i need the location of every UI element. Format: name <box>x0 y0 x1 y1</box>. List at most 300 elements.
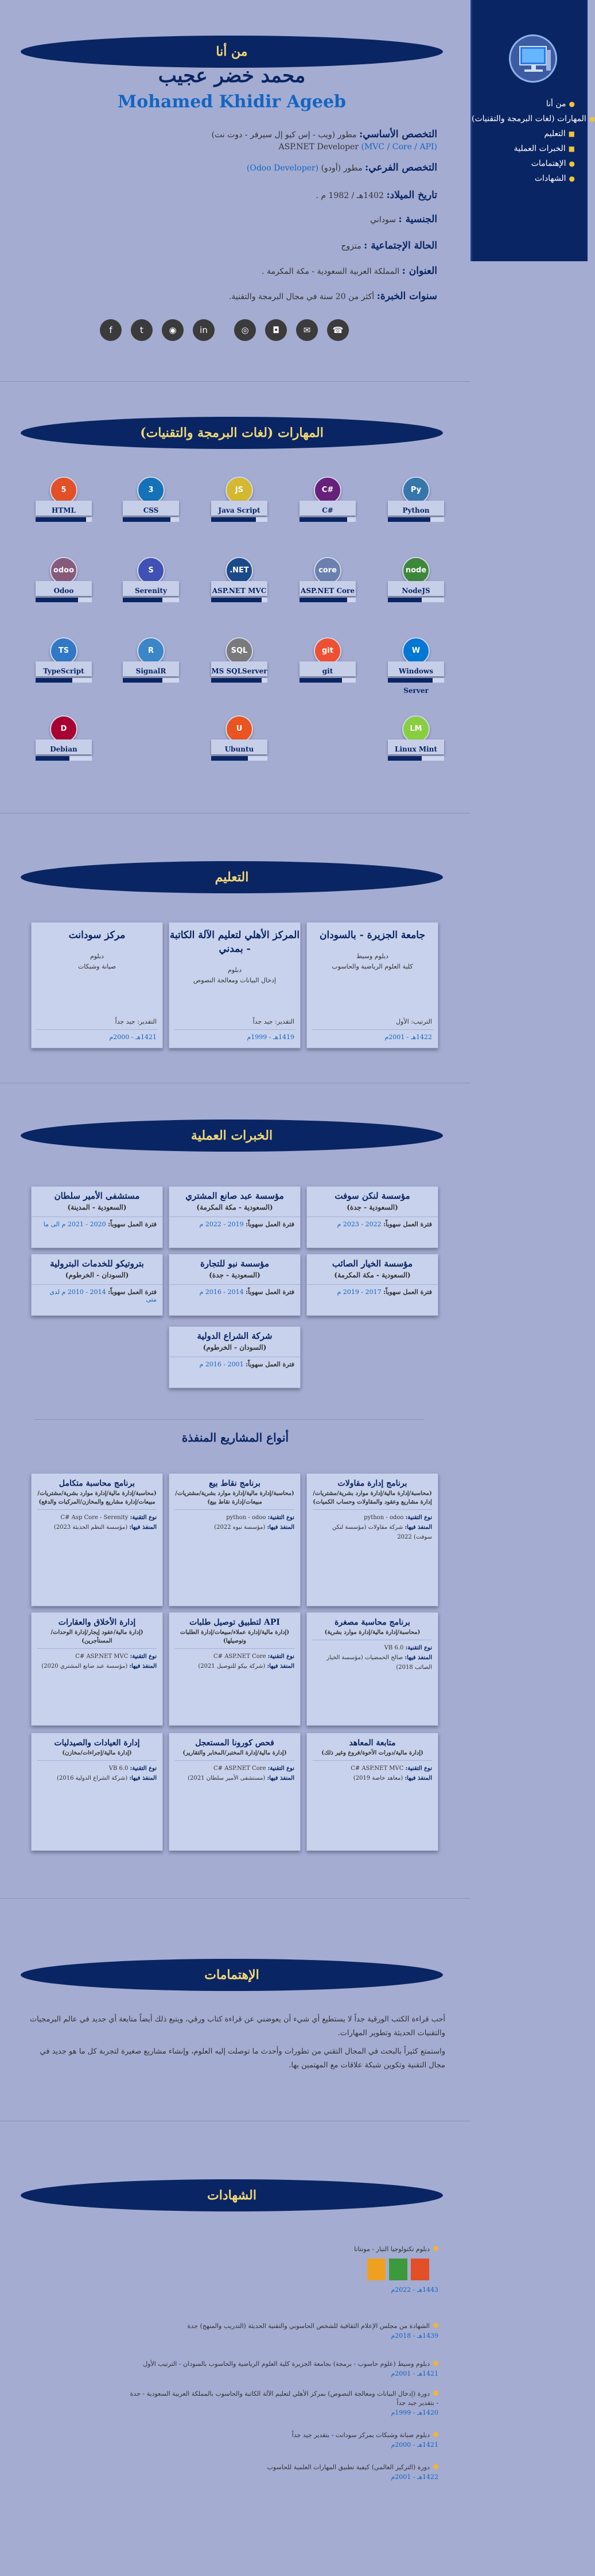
bullet-icon <box>433 2323 438 2328</box>
skill-logo-icon: LM <box>402 715 430 743</box>
skill-label: ASP.NET Core <box>300 581 356 596</box>
skill-item <box>296 557 359 609</box>
project-impl-value: (مستشفى الأمير سلطان 2021) <box>188 1775 266 1781</box>
project-scope: (محاسبة/إدارة مالية/إدارة موارد بشرية/مشتريات/مبيعات/إدارة نقاط بيع) <box>175 1490 294 1505</box>
experience-section-title: الخبرات العملية <box>21 1120 443 1152</box>
education-field: صيانة وشبكات <box>77 963 116 970</box>
skill-label: Debian <box>36 739 92 754</box>
job-period <box>169 1284 300 1296</box>
project-impl <box>37 1773 157 1783</box>
project-tech-label: نوع التقنية: <box>130 1653 157 1660</box>
project-card <box>306 1473 438 1606</box>
skill-progress-bar <box>36 517 92 522</box>
project-card <box>31 1612 163 1726</box>
sub-specialty-row <box>93 162 437 173</box>
certificate-label: الشهادة من مجلس الإعلام الثقافية للشخص الحاسوبي والتقنية الحديثة (التدريب والمنهج) جدة <box>187 2322 430 2330</box>
skill-item <box>296 637 359 689</box>
css3-badge-icon <box>389 2259 407 2280</box>
skill-logo-icon: W <box>402 637 430 665</box>
certificate-text <box>129 2322 438 2331</box>
twitter-icon[interactable]: t <box>131 319 153 341</box>
project-impl-label: المنفذ فيها: <box>129 1524 157 1531</box>
bullet-icon <box>433 2464 438 2469</box>
github-icon[interactable]: ◉ <box>162 319 184 341</box>
address-value: المملكة العربية السعودية - مكة المكرمة . <box>262 267 400 276</box>
experience-years-row <box>93 290 437 302</box>
certificate-text <box>129 2463 438 2472</box>
project-card <box>169 1612 301 1726</box>
certificate-date: 1420هـ - 1999م <box>391 2409 438 2416</box>
skill-logo-icon: Py <box>402 477 430 504</box>
education-degree: دبلوم <box>90 952 104 960</box>
job-period-label: فترة العمل سهوباً: <box>383 1288 432 1296</box>
sidebar-item-label: من أنا <box>546 99 566 109</box>
dob-row <box>93 189 437 201</box>
project-scope: (محاسبة/إدارة مالية/إدارة موارد بشرية) <box>324 1629 421 1636</box>
project-title: برنامج محاسبة متكامل <box>59 1479 135 1488</box>
skill-progress-bar <box>211 598 267 602</box>
divider <box>0 381 470 382</box>
education-title: مركز سودانت <box>68 929 126 941</box>
skill-logo-icon: SQL <box>225 637 253 665</box>
project-impl-value: شركة مقاولات (مؤسسة لنكن سوفت) 2022 <box>332 1524 432 1540</box>
project-impl <box>175 1773 294 1783</box>
divider <box>0 813 470 814</box>
project-impl-value: صالح الحمضيات (مؤسسة الخيار الصائب 2018) <box>326 1655 432 1671</box>
skill-item <box>208 557 271 609</box>
certificate-icon: ● <box>569 175 575 183</box>
certificate-label: دورة (التركيز العالمي) كيفية تطبيق المهارات العلمية للحاسوب <box>267 2463 430 2471</box>
experience-years-label: سنوات الخبرة: <box>376 290 437 302</box>
job-period-label: فترة العمل سهوباً: <box>246 1288 294 1296</box>
skill-progress-bar <box>123 598 179 602</box>
education-degree: دبلوم وسيط <box>356 952 388 960</box>
project-card <box>169 1473 301 1606</box>
skill-progress-bar <box>388 517 444 522</box>
project-card <box>31 1473 163 1606</box>
certificate-item <box>129 2431 438 2450</box>
divider <box>0 1898 470 1899</box>
project-impl <box>175 1661 294 1671</box>
project-scope: (إدارة مالية/إجراءات/مخازن) <box>62 1750 132 1756</box>
job-period-value: 2022 - 2023 م <box>337 1221 382 1228</box>
bullet-icon <box>433 2246 438 2251</box>
marital-value: متزوج <box>341 242 361 251</box>
job-period-label: فترة العمل سهوباً: <box>246 1361 294 1368</box>
skill-label: Ubuntu <box>211 739 267 754</box>
education-grade: التقدير: جيد جداً <box>252 1018 294 1025</box>
skill-progress-fill <box>36 517 86 522</box>
skill-progress-fill <box>36 756 69 761</box>
project-tech <box>313 1513 432 1523</box>
project-impl <box>313 1773 432 1783</box>
project-impl-label: المنفذ فيها: <box>405 1655 432 1661</box>
skill-progress-bar <box>211 756 267 761</box>
linkedin-icon[interactable]: in <box>193 319 215 341</box>
job-title: مستشفى الأمير سلطان <box>54 1191 140 1201</box>
specialty-row-2 <box>93 142 437 152</box>
specialty-tags: (MVC / Core / API) <box>361 142 437 152</box>
project-impl-value: (شركة بيكو للتوصيل 2021) <box>198 1663 266 1669</box>
skill-progress-bar <box>123 678 179 683</box>
job-location: (السودان - الخرطوم) <box>65 1271 129 1279</box>
job-period-value: 2017 - 2019 م <box>337 1288 382 1296</box>
project-tech <box>175 1764 294 1773</box>
certificate-text <box>129 2245 438 2254</box>
education-degree: دبلوم <box>227 966 242 974</box>
bullet-icon <box>433 2361 438 2366</box>
job-title: شركة الشراع الدولية <box>197 1331 273 1341</box>
job-location: (السعودية - المدينة) <box>67 1203 127 1211</box>
skill-label: TypeScript <box>36 661 92 676</box>
education-field: إدخال البيانات ومعالجة النصوص <box>193 977 277 984</box>
project-impl-value: (مؤسسة عبد صانع المشتري 2020) <box>41 1663 128 1669</box>
skill-progress-fill <box>211 756 248 761</box>
skill-progress-fill <box>211 598 262 602</box>
skills-section-title: المهارات (لغات البرمجة والتقنيات) <box>21 417 443 449</box>
certificate-badges <box>129 2259 429 2281</box>
job-title: بتروتيكو للخدمات البترولية <box>50 1258 144 1269</box>
certificate-date: 1421هـ - 2000م <box>391 2441 438 2449</box>
skill-progress-fill <box>388 756 422 761</box>
education-section-title: التعليم <box>21 861 443 893</box>
skill-progress-bar <box>36 598 92 602</box>
certificate-item <box>129 2463 438 2482</box>
skill-progress-fill <box>123 517 170 522</box>
bullet-icon <box>433 2391 438 2396</box>
job-period-label: فترة العمل سهوباً: <box>246 1221 294 1228</box>
project-title: إدارة الأخلاق والعقارات <box>58 1618 136 1627</box>
job-card <box>31 1186 163 1248</box>
skill-label: Windows Server <box>388 661 444 676</box>
project-tech-label: نوع التقنية: <box>405 1645 432 1651</box>
project-tech <box>37 1513 157 1523</box>
nationality-value: سوداني <box>370 215 396 224</box>
project-impl-label: المنفذ فيها: <box>405 1775 432 1781</box>
skill-progress-fill <box>211 678 262 683</box>
project-tech-value: python - odoo <box>364 1514 404 1521</box>
job-period-value: 2014 - 2016 م <box>199 1288 244 1296</box>
skill-label: ASP.NET MVC <box>211 581 267 596</box>
skill-logo-icon: C# <box>314 477 341 504</box>
skill-progress-bar <box>211 517 267 522</box>
address-row <box>93 265 437 277</box>
project-card <box>306 1612 438 1726</box>
avatar <box>509 34 557 83</box>
job-period-value: 2019 - 2022 م <box>199 1221 244 1228</box>
project-impl-label: المنفذ فيها: <box>267 1663 294 1669</box>
name-arabic: محمد خضر عجيب <box>158 64 306 87</box>
project-impl <box>175 1523 294 1532</box>
divider <box>34 1419 425 1420</box>
project-scope: (إدارة مالية/دورات الأخوة/فروع وغير ذلك) <box>321 1750 423 1756</box>
sub-specialty-label: التخصص الفرعي: <box>365 162 437 173</box>
education-card <box>31 922 163 1048</box>
skill-logo-icon: R <box>137 637 165 665</box>
nationality-label: الجنسية : <box>398 214 437 225</box>
skill-progress-bar <box>388 756 444 761</box>
skill-logo-icon: S <box>137 557 165 584</box>
job-period <box>32 1217 162 1228</box>
specialty-value-2: ASP.NET Developer <box>278 142 359 152</box>
project-title: API لتطبيق توصيل طلبات <box>189 1618 280 1627</box>
specialty-label: التخصص الأساسي: <box>359 129 437 140</box>
certificate-date: 1421هـ - 2001م <box>391 2370 438 2377</box>
skill-progress-fill <box>36 678 72 683</box>
sidebar-item-label: الخبرات العملية <box>514 144 566 153</box>
dob-value: 1402هـ / 1982 م . <box>316 191 384 200</box>
skill-item <box>32 557 95 609</box>
interests-section-title: الإهتمامات <box>21 1959 443 1991</box>
skill-logo-icon: node <box>402 557 430 584</box>
sidebar-item-label: المهارات (لغات البرمجة والتقنيات) <box>472 114 586 123</box>
marital-row <box>93 240 437 251</box>
education-grade: التقدير: جيد جداً <box>115 1018 157 1025</box>
nationality-row <box>93 214 437 225</box>
project-impl-label: المنفذ فيها: <box>267 1775 294 1781</box>
whatsapp-icon[interactable]: ◘ <box>265 319 287 341</box>
skill-logo-icon: D <box>50 715 77 743</box>
project-tech-label: نوع التقنية: <box>405 1514 432 1521</box>
project-impl <box>313 1523 432 1542</box>
skill-logo-icon: JS <box>225 477 253 504</box>
skill-progress-fill <box>300 517 347 522</box>
project-tech <box>313 1643 432 1653</box>
project-scope: (إدارة مالية/إدارة المختبر/المخابر والتقارير) <box>182 1750 287 1756</box>
certificate-text <box>129 2389 438 2408</box>
project-tech-label: نوع التقنية: <box>267 1653 294 1660</box>
sidebar-item-skills[interactable] <box>472 111 595 126</box>
skill-item <box>119 477 182 528</box>
project-title: برنامج إدارة مقاولات <box>337 1479 407 1488</box>
project-tech <box>37 1764 157 1773</box>
sidebar-item-interests[interactable] <box>472 156 575 171</box>
graduation-cap-icon: ■ <box>568 130 575 138</box>
project-title: برنامج محاسبة مصغرة <box>335 1618 410 1627</box>
project-tech-label: نوع التقنية: <box>130 1514 157 1521</box>
skill-label: HTML <box>36 501 92 516</box>
project-tech-value: C# ASP.NET Core <box>213 1653 266 1660</box>
skill-logo-icon: TS <box>50 637 77 665</box>
skill-progress-bar <box>123 517 179 522</box>
job-period <box>307 1284 438 1296</box>
job-title: مؤسسة نبو للتجارة <box>200 1258 270 1269</box>
skill-logo-icon: core <box>314 557 341 584</box>
project-tech-value: VB 6.0 <box>384 1645 404 1651</box>
skill-label: Serenity <box>123 581 179 596</box>
project-impl-value: (مؤسسة النظم الحديثة 2023) <box>53 1524 128 1531</box>
project-card <box>169 1733 301 1851</box>
skill-progress-bar <box>388 678 444 683</box>
certificate-label: دورة (إدخال البيانات ومعالجة النصوص) بمركز الأهلي لتعليم الآلة الكاتبة والحاسوب بالمملكة العربية السعودية - جدة - بتقدير جيد جداً <box>130 2390 438 2407</box>
certificate-date: 1422هـ - 2001م <box>391 2473 438 2481</box>
certificate-label: دبلوم وسيط (علوم حاسوب - برمجة) بجامعة الجزيرة كلية العلوم الرياضية والحاسوب بالسودان - الترتيب الأول <box>143 2360 430 2368</box>
skill-progress-bar <box>36 756 92 761</box>
job-period-value: 2001 - 2016 م <box>199 1361 244 1368</box>
skill-logo-icon: git <box>314 637 341 665</box>
sidebar-item-about[interactable] <box>472 96 575 111</box>
skill-progress-bar <box>300 517 356 522</box>
interests-paragraph: أحب قراءة الكتب الورقية جداً لا يستطيع أي شيء أن يعوضني عن قراءة كتاب ورقي، ويتبع ذلك أيضاً متابعة أي جديد في عالم البرمجيات والتقنيات الحديثة وتطوير المهارات. <box>29 2015 445 2037</box>
marital-label: الحالة الإجتماعية : <box>364 240 437 251</box>
skill-item <box>296 477 359 528</box>
job-card <box>306 1186 438 1248</box>
job-period <box>169 1217 300 1228</box>
skill-progress-fill <box>388 517 430 522</box>
education-card <box>306 922 438 1048</box>
job-location: (السعودية - جدة) <box>347 1203 398 1211</box>
project-card <box>306 1733 438 1851</box>
skill-item <box>384 557 448 609</box>
education-card <box>169 922 301 1048</box>
project-scope: (إدارة مالية/إدارة عملاء/مبيعات/إدارة الطلبات وتوصيلها) <box>180 1629 290 1644</box>
skill-item <box>384 715 448 767</box>
project-impl-label: المنفذ فيها: <box>267 1524 294 1531</box>
about-section-title: من أنا <box>21 36 443 68</box>
project-tech-value: C# Asp Core - Serenity <box>60 1514 129 1521</box>
phone-icon[interactable]: ☎ <box>327 319 349 341</box>
job-title: مؤسسة الخيار الصائب <box>332 1258 413 1269</box>
certificate-date: 1439هـ - 2018م <box>391 2332 438 2339</box>
skill-item <box>32 477 95 528</box>
job-title: مؤسسة عبد صانع المشتري <box>185 1191 284 1201</box>
briefcase-icon: ■ <box>568 145 575 153</box>
skill-item <box>32 715 95 767</box>
project-impl-value: (شركة الشراع الدولية 2016) <box>57 1775 128 1781</box>
project-scope: (إدارة مالية/عقود إيجار/إدارة الوحدات/المستأجرين) <box>50 1629 143 1644</box>
skill-label: Odoo <box>36 581 92 596</box>
job-location: (السعودية - مكة المكرمة) <box>196 1203 273 1211</box>
project-tech-value: C# ASP.NET MVC <box>75 1653 129 1660</box>
certificate-date: 1443هـ - 2022م <box>391 2286 438 2294</box>
dob-label: تاريخ الميلاد: <box>386 189 437 201</box>
project-title: برنامج نقاط بيع <box>209 1479 260 1488</box>
skill-label: CSS <box>123 501 179 516</box>
project-tech-label: نوع التقنية: <box>267 1514 294 1521</box>
project-tech-label: نوع التقنية: <box>405 1765 432 1772</box>
sidebar-item-certificates[interactable] <box>472 171 575 186</box>
skill-logo-icon: 5 <box>50 477 77 504</box>
skill-logo-icon: U <box>225 715 253 743</box>
name-english: Mohamed Khidir Ageeb <box>117 92 347 112</box>
skill-label: Linux Mint <box>388 739 444 754</box>
skill-progress-fill <box>211 517 256 522</box>
certificates-section-title: الشهادات <box>21 2179 443 2211</box>
person-icon: ● <box>569 100 575 108</box>
code-icon: ● <box>589 115 595 123</box>
project-tech <box>175 1513 294 1523</box>
project-tech-label: نوع التقنية: <box>267 1765 294 1772</box>
projects-title: أنواع المشاريع المنفذة <box>181 1431 289 1444</box>
certificate-item <box>129 2360 438 2379</box>
experience-years-value: أكثر من 20 سنة في مجال البرمجة والتقنية. <box>228 292 375 301</box>
project-impl-label: المنفذ فيها: <box>129 1775 157 1781</box>
job-period-label: فترة العمل سهوباً: <box>108 1221 157 1228</box>
job-period-value: 2020 - 2021 م الى ما <box>43 1221 106 1228</box>
skill-label: SignalR <box>123 661 179 676</box>
skill-progress-fill <box>123 678 162 683</box>
sidebar-item-education[interactable] <box>472 126 575 141</box>
certificate-text <box>129 2431 438 2440</box>
sidebar <box>470 0 595 261</box>
specialty-row <box>93 129 437 140</box>
email-icon[interactable]: ✉ <box>296 319 318 341</box>
project-impl-label: المنفذ فيها: <box>405 1524 432 1531</box>
bullet-icon <box>433 2432 438 2437</box>
education-date: 1419هـ - 1999م <box>247 1033 294 1041</box>
job-card <box>169 1254 301 1316</box>
certificate-item <box>129 2322 438 2341</box>
skill-item <box>208 477 271 528</box>
skill-progress-bar <box>36 678 92 683</box>
skill-logo-icon: odoo <box>50 557 77 584</box>
skill-label: Python <box>388 501 444 516</box>
html5-badge-icon <box>411 2259 429 2280</box>
skill-progress-fill <box>388 678 433 683</box>
sidebar-item-experience[interactable] <box>472 141 575 156</box>
certificate-label: دبلوم صيانة وشبكات بمركز سودانت - بتقدير جيد جداً <box>291 2431 430 2439</box>
heart-icon: ● <box>569 160 575 168</box>
skill-logo-icon: 3 <box>137 477 165 504</box>
project-title: فحص كورونا المستعجل <box>195 1738 274 1748</box>
job-period <box>307 1217 438 1228</box>
project-tech <box>37 1652 157 1661</box>
certificate-item <box>129 2245 438 2295</box>
globe-icon[interactable]: ◎ <box>234 319 256 341</box>
skill-progress-fill <box>300 598 347 602</box>
education-grade: الترتيب: الأول <box>396 1018 432 1025</box>
skill-label: C# <box>300 501 356 516</box>
job-card <box>306 1254 438 1316</box>
project-impl-value: (مؤسسة نبوه 2022) <box>214 1524 266 1531</box>
skill-progress-bar <box>300 598 356 602</box>
skill-progress-bar <box>300 678 356 683</box>
sidebar-nav <box>472 96 595 186</box>
job-period-label: فترة العمل سهوباً: <box>108 1288 157 1296</box>
project-impl-value: (معاهد خاصة 2019) <box>353 1775 403 1781</box>
skill-item <box>208 637 271 689</box>
project-impl <box>37 1523 157 1532</box>
project-tech-label: نوع التقنية: <box>130 1765 157 1772</box>
certificate-item <box>129 2389 438 2418</box>
sidebar-item-label: الإهتمامات <box>531 159 566 168</box>
job-card <box>31 1254 163 1316</box>
project-impl-label: المنفذ فيها: <box>129 1663 157 1669</box>
education-date: 1422هـ - 2001م <box>384 1033 432 1041</box>
project-scope: (محاسبة/إدارة مالية/إدارة موارد بشرية/مشتريات/إدارة مشاريع وعقود والمقاولات وحساب الكميات) <box>313 1490 432 1505</box>
project-tech <box>313 1764 432 1773</box>
project-tech-value: C# ASP.NET Core <box>213 1765 266 1772</box>
skill-item <box>119 637 182 689</box>
project-tech <box>175 1652 294 1661</box>
job-period <box>169 1357 300 1368</box>
facebook-icon[interactable]: f <box>100 319 122 341</box>
job-period-label: فترة العمل سهوباً: <box>383 1221 432 1228</box>
interests-paragraph: واستمتع كثيراً بالبحث في المجال التقني من تطورات وأحدث ما توصلت إليه العلوم، وإنشاء مشاريع صغيرة لتجربة كل ما هو جديد في مجال التقنية وتكوين شبكة علاقات مع المهتمين بها. <box>40 2047 445 2070</box>
skill-item <box>208 715 271 767</box>
sidebar-item-label: التعليم <box>544 129 566 138</box>
education-title: جامعة الجزيرة - بالسودان <box>319 929 425 941</box>
education-field: كلية العلوم الرياضية والحاسوب <box>332 963 413 970</box>
project-title: متابعة المعاهد <box>349 1738 396 1748</box>
skill-logo-icon: .NET <box>225 557 253 584</box>
skill-label: Java Script <box>211 501 267 516</box>
sub-specialty-value-2: (Odoo Developer) <box>246 164 319 173</box>
skill-progress-bar <box>211 678 267 683</box>
skill-progress-fill <box>36 598 78 602</box>
project-tech-value: python - odoo <box>226 1514 266 1521</box>
sub-specialty-value: مطور (أودو) <box>321 164 363 173</box>
